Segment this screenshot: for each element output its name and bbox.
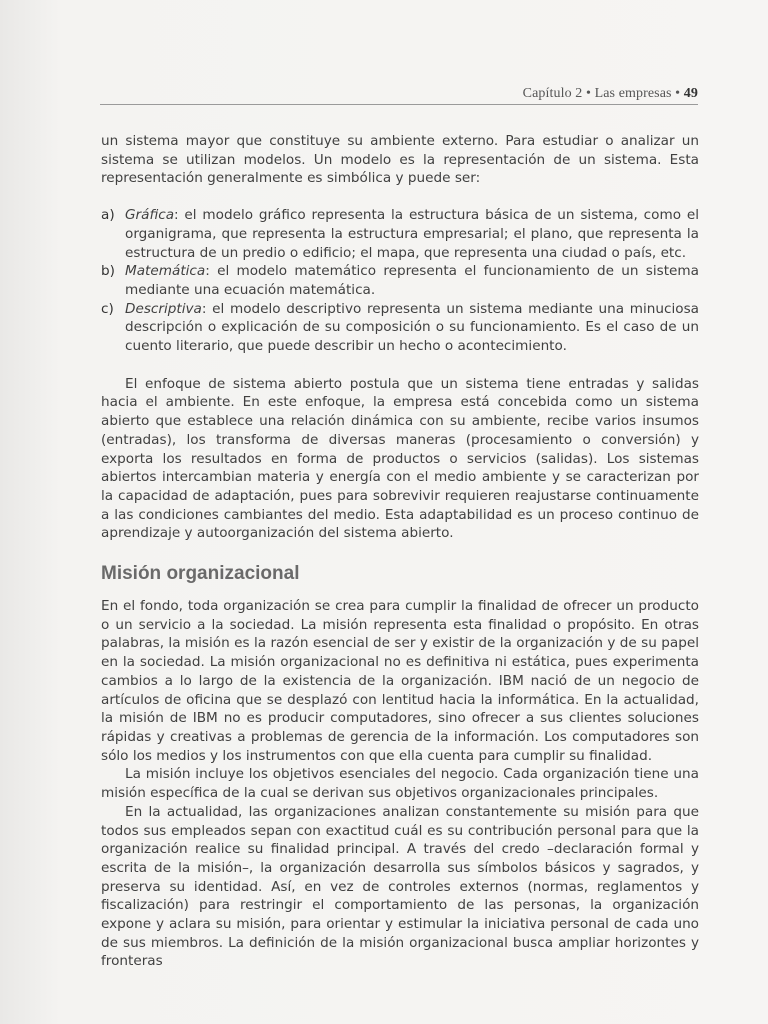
mission-paragraph: La misión incluye los objetivos esenciales del negocio. Cada organización tiene una misión específica de la cual se derivan sus objetivos organizacionales principales. bbox=[101, 766, 699, 802]
list-term: Gráfica bbox=[125, 207, 175, 224]
section-heading: Misión organizacional bbox=[101, 563, 300, 585]
header-rule bbox=[100, 104, 698, 105]
list-item bbox=[101, 300, 699, 356]
list-marker: a) bbox=[101, 207, 115, 224]
running-header bbox=[523, 86, 698, 102]
list-term: Descriptiva bbox=[125, 300, 202, 317]
page-number: 49 bbox=[683, 86, 698, 101]
open-system-paragraph: El enfoque de sistema abierto postula que un sistema tiene entradas y salidas hacia el ambiente. En este enfoque, la empresa está concebida como un sistema abierto que establece una relación dinámica con su ambiente, recibe varios insumos (entradas), los transforma de diversas maneras (procesamiento o conversión) y exporta los resultados en forma de productos o servicios (salidas). Los sistemas abiertos intercambian materia y energía con el medio ambiente y se caracterizan por la capacidad de adaptación, pues para sobrevivir requieren reajustarse continuamente a las condiciones cambiantes del medio. Esta adaptabilidad es un proceso continuo de aprendizaje y autoorganización del sistema abierto. bbox=[101, 375, 699, 542]
list-item bbox=[101, 206, 699, 262]
intro-paragraph: un sistema mayor que constituye su ambiente externo. Para estudiar o analizar un sistema se utilizan modelos. Un modelo es la representación de un sistema. Esta representación generalmente es simbólica y puede ser: bbox=[101, 133, 699, 187]
list-text: : el modelo matemático representa el funcionamiento de un sistema mediante una ecuación matemática. bbox=[125, 263, 699, 298]
list-text: : el modelo gráfico representa la estructura básica de un sistema, como el organigrama, que representa la estructura empresarial; el plano, que representa la estructura de un predio o edificio; el mapa, que representa una ciudad o país, etc. bbox=[125, 207, 699, 261]
model-types-list bbox=[101, 206, 699, 356]
list-item bbox=[101, 262, 699, 299]
page-body bbox=[101, 132, 699, 971]
running-title: Capítulo 2 • Las empresas • bbox=[522, 86, 681, 101]
mission-paragraph: En el fondo, toda organización se crea para cumplir la finalidad de ofrecer un producto o un servicio a la sociedad. La misión representa esta finalidad o propósito. En otras palabras, la misión es la razón esencial de ser y existir de la organización y de su papel en la sociedad. La misión organizacional no es definitiva ni estática, pues experimenta cambios a lo largo de la existencia de la organización. IBM nació de un negocio de artículos de oficina que se desplazó con lentitud hacia la informática. En la actualidad, la misión de IBM no es producir computadores, sino ofrecer a sus clientes soluciones rápidas y creativas a problemas de gerencia de la información. Los computadores son sólo los medios y los instrumentos con que ella cuenta para cumplir su finalidad. bbox=[101, 598, 699, 764]
list-marker: b) bbox=[101, 263, 115, 280]
list-marker: c) bbox=[101, 300, 114, 317]
mission-paragraph: En la actualidad, las organizaciones analizan constantemente su misión para que todos sus empleados sepan con exactitud cuál es su contribución personal para que la organización realice su finalidad principal. A través del credo –declaración formal y escrita de la misión–, la organización desarrolla sus símbolos básicos y sagrados, y preserva su identidad. Así, en vez de controles externos (normas, reglamentos y fiscalización) para restringir el comportamiento de las personas, la organización expone y aclara su misión, para orientar y estimular la iniciativa personal de cada uno de sus miembros. La definición de la misión organizacional busca ampliar horizontes y fronteras bbox=[101, 803, 699, 970]
list-term: Matemática bbox=[125, 263, 206, 280]
list-text: : el modelo descriptivo representa un sistema mediante una minuciosa descripción o explicación de su composición o su funcionamiento. Es el caso de un cuento literario, que puede describir un hecho o acontecimiento. bbox=[125, 300, 699, 355]
